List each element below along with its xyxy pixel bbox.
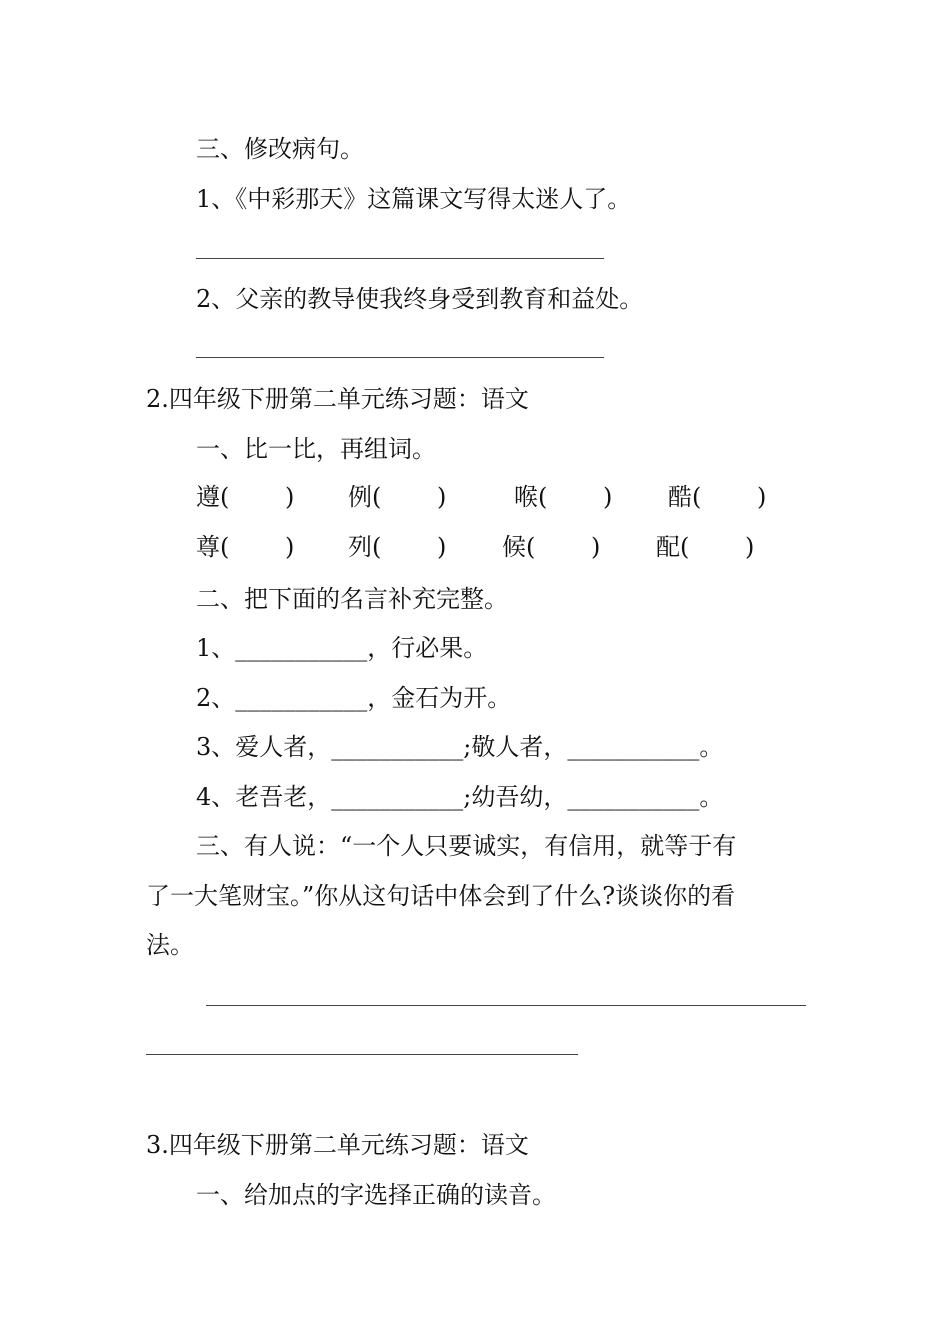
answer-line: [196, 258, 604, 259]
section1-item1: 1、《中彩那天》这篇课文写得太迷人了。: [196, 185, 632, 213]
answer-line: [146, 1054, 578, 1055]
quote-q4: 4、老吾老，___________;幼吾幼，___________。: [196, 783, 724, 811]
word-blank: 尊( ): [196, 533, 295, 561]
answer-line: [206, 1005, 806, 1006]
section2-part3-line3: 法。: [146, 931, 194, 959]
quote-q3: 3、爱人者，___________;敬人者，___________。: [196, 733, 724, 761]
quote-q2: 2、___________，金石为开。: [196, 684, 512, 712]
section2-title: 2.四年级下册第二单元练习题：语文: [146, 385, 529, 413]
section1-heading: 三、修改病句。: [196, 135, 364, 163]
word-compare-row-1: [0, 482, 950, 512]
quote-q1: 1、___________，行必果。: [196, 634, 488, 662]
word-blank: 配( ): [656, 533, 755, 561]
word-blank: 例( ): [348, 483, 447, 511]
word-blank: 遵( ): [196, 483, 295, 511]
section2-part3-line2: 了一大笔财宝。”你从这句话中体会到了什么?谈谈你的看: [146, 882, 736, 910]
answer-line: [196, 357, 604, 358]
section3-part1: 一、给加点的字选择正确的读音。: [196, 1181, 556, 1209]
section1-item2: 2、父亲的教导使我终身受到教育和益处。: [196, 285, 644, 313]
word-compare-row-2: [0, 532, 950, 562]
section3-title: 3.四年级下册第二单元练习题：语文: [146, 1131, 529, 1159]
word-blank: 列( ): [348, 533, 447, 561]
section2-part2: 二、把下面的名言补充完整。: [196, 585, 508, 613]
section2-part3-line1: 三、有人说：“一个人只要诚实，有信用，就等于有: [196, 832, 737, 860]
word-blank: 候( ): [502, 533, 601, 561]
word-blank: 酷( ): [668, 483, 767, 511]
section2-part1: 一、比一比，再组词。: [196, 435, 436, 463]
word-blank: 喉( ): [514, 483, 613, 511]
